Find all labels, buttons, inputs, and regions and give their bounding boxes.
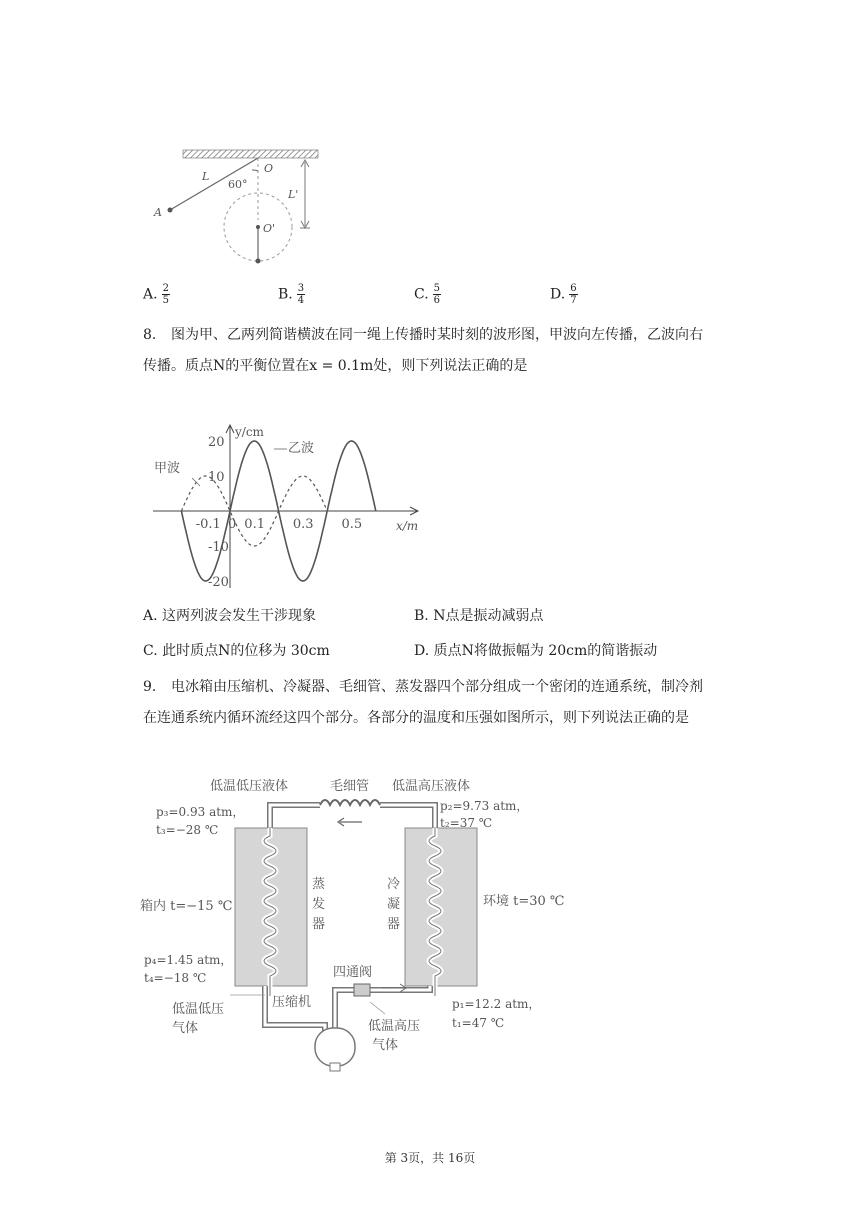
label-angle: 60° xyxy=(228,178,248,191)
label-compressor: 压缩机 xyxy=(272,995,312,1010)
label-valve: 四通阀 xyxy=(333,965,373,980)
x-tick-label: 0 xyxy=(228,517,237,532)
label-evap-1: 蒸 xyxy=(312,877,326,892)
label-O: O xyxy=(264,162,274,175)
q7-option-a-den: 5 xyxy=(162,295,169,306)
q7-option-a-letter: A. xyxy=(143,286,158,303)
q7-option-b-letter: B. xyxy=(278,286,293,303)
label-t2: t₂=37 ℃ xyxy=(440,816,493,830)
label-cond-3: 器 xyxy=(387,917,401,932)
y-tick-label: 10 xyxy=(208,470,225,485)
wave-chart xyxy=(148,420,428,590)
label-box-inside: 箱内 t=−15 ℃ xyxy=(140,899,233,914)
x-tick-label: 0.5 xyxy=(341,517,363,532)
series-label-yi: 乙波 xyxy=(288,441,315,456)
q7-option-c-letter: C. xyxy=(414,286,429,303)
label-p3: p₃=0.93 atm， xyxy=(156,805,245,819)
x-tick-label: -0.1 xyxy=(195,517,221,532)
q8-option-c[interactable]: C. 此时质点N的位移为 30cm xyxy=(143,643,330,659)
q7-option-d[interactable] xyxy=(550,283,578,306)
q8-line-2: 传播。质点N的平衡位置在x = 0.1m处，则下列说法正确的是 xyxy=(143,358,528,374)
label-evap-3: 器 xyxy=(312,917,326,932)
label-lowgas-1: 低温低压 xyxy=(172,1002,225,1017)
label-Oprime: O' xyxy=(263,222,276,235)
q9-line-1: 电冰箱由压缩机、冷凝器、毛细管、蒸发器四个部分组成一个密闭的连通系统，制冷剂 xyxy=(171,679,703,695)
label-capillary: 毛细管 xyxy=(330,779,370,794)
refrigerator-figure xyxy=(130,770,590,1080)
q9-number: 9. xyxy=(143,679,157,695)
label-cond-2: 凝 xyxy=(387,897,401,912)
label-t3: t₃=−28 ℃ xyxy=(156,823,219,837)
label-p4: p₄=1.45 atm， xyxy=(144,953,233,967)
x-tick-label: 0.3 xyxy=(292,517,314,532)
label-p1: p₁=12.2 atm， xyxy=(452,997,541,1011)
q7-option-d-den: 7 xyxy=(570,295,577,306)
x-tick-label: 0.1 xyxy=(244,517,265,532)
label-highgas-1: 低温高压 xyxy=(368,1019,421,1034)
q7-option-c[interactable] xyxy=(414,283,441,306)
y-tick-label: -20 xyxy=(208,575,229,590)
label-L: L xyxy=(202,170,210,183)
label-A: A xyxy=(154,206,162,219)
label-t4: t₄=−18 ℃ xyxy=(144,971,207,985)
y-axis-label: y/cm xyxy=(235,425,264,439)
q7-option-d-num: 6 xyxy=(570,283,577,294)
q7-option-b[interactable] xyxy=(278,283,305,306)
label-t1: t₁=47 ℃ xyxy=(452,1016,505,1030)
q7-option-c-num: 5 xyxy=(433,283,441,294)
label-evap-2: 发 xyxy=(312,897,326,912)
q7-option-b-den: 4 xyxy=(297,295,305,306)
q7-option-c-den: 6 xyxy=(433,295,441,306)
q8-option-d[interactable]: D. 质点N将做振幅为 20cm的简谐振动 xyxy=(414,643,658,659)
label-highgas-2: 气体 xyxy=(372,1038,399,1053)
q8-option-a[interactable]: A. 这两列波会发生干涉现象 xyxy=(143,608,317,624)
q8-line-1: 图为甲、乙两列简谐横波在同一绳上传播时某时刻的波形图，甲波向左传播，乙波向右 xyxy=(171,327,703,343)
y-tick-label: 20 xyxy=(208,435,225,450)
x-axis-label: x/m xyxy=(396,519,419,533)
q7-option-b-num: 3 xyxy=(297,283,305,294)
q8-number: 8. xyxy=(143,327,157,343)
page-footer: 第 3页，共 16页 xyxy=(384,1151,476,1165)
label-env: 环境 t=30 ℃ xyxy=(483,894,565,909)
label-top-left: 低温低压液体 xyxy=(210,779,289,794)
q7-option-d-letter: D. xyxy=(550,286,566,303)
label-cond-1: 冷 xyxy=(387,877,401,892)
label-lowgas-2: 气体 xyxy=(172,1021,199,1036)
q7-option-a-num: 2 xyxy=(162,283,169,294)
series-label-jia: 甲波 xyxy=(154,461,181,476)
pendulum-figure xyxy=(140,140,340,270)
q7-option-a[interactable] xyxy=(143,283,170,306)
q8-option-b[interactable]: B. N点是振动减弱点 xyxy=(414,608,544,624)
q9-line-2: 在连通系统内循环流经这四个部分。各部分的温度和压强如图所示，则下列说法正确的是 xyxy=(143,710,689,726)
label-p2: p₂=9.73 atm， xyxy=(440,799,529,813)
y-tick-label: -10 xyxy=(208,540,229,555)
label-top-right: 低温高压液体 xyxy=(392,779,471,794)
label-Lprime: L' xyxy=(288,188,299,201)
